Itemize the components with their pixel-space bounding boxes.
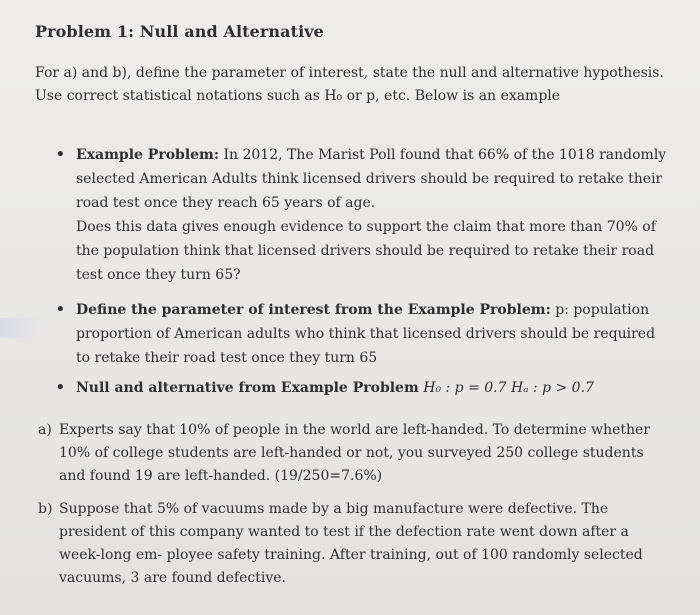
question-a	[38, 419, 668, 488]
problem-title: Problem 1: Null and Alternative	[35, 22, 324, 41]
bullet-heading: Example Problem:	[76, 147, 220, 163]
question-text: Experts say that 10% of people in the world are left-handed. To determine whether 10% of college students are left-handed or not, you surveyed 250 college students and found 19 are left-handed. (19/250=7.6%)	[59, 422, 651, 484]
bullet-dot-icon: •	[55, 377, 66, 398]
bullet-dot-icon: •	[55, 299, 66, 320]
hypotheses-bullet	[55, 376, 670, 400]
bullet-heading: Define the parameter of interest from the Example Problem:	[76, 302, 551, 318]
bullet-heading: Null and alternative from Example Problem	[76, 380, 419, 396]
bullet-text-question: Does this data gives enough evidence to support the claim that more than 70% of the population think that licensed drivers should be required to retake their road test once they turn 65?	[76, 219, 656, 283]
question-b	[38, 498, 668, 590]
parameter-bullet	[55, 298, 670, 370]
question-label: a)	[38, 422, 52, 438]
example-problem-bullet	[55, 143, 670, 287]
question-text: Suppose that 5% of vacuums made by a big manufacture were defective. The president of this company wanted to test if the defection rate went down after a week-long em- ployee safety training. After training, out of 100 randomly selected vacuums, 3 are found defective.	[59, 501, 643, 586]
instructions-paragraph: For a) and b), define the parameter of interest, state the null and alternative hypothesis. Use correct statistical notations such as H₀ or p, etc. Below is an example	[35, 65, 664, 104]
bullet-text: In 2012, The Marist Poll found that 66% of the 1018 randomly selected American Adults think licensed drivers should be required to retake their road test once they reach 65 years of age.	[76, 147, 667, 211]
question-label: b)	[38, 501, 53, 517]
bullet-text: p: population proportion of American adults who think that licensed drivers should be required to retake their road test once they turn 65	[76, 302, 656, 366]
bullet-text: H₀ : p = 0.7 Hₐ : p > 0.7	[423, 380, 594, 396]
bullet-dot-icon: •	[55, 144, 66, 165]
margin-shadow	[0, 318, 36, 338]
